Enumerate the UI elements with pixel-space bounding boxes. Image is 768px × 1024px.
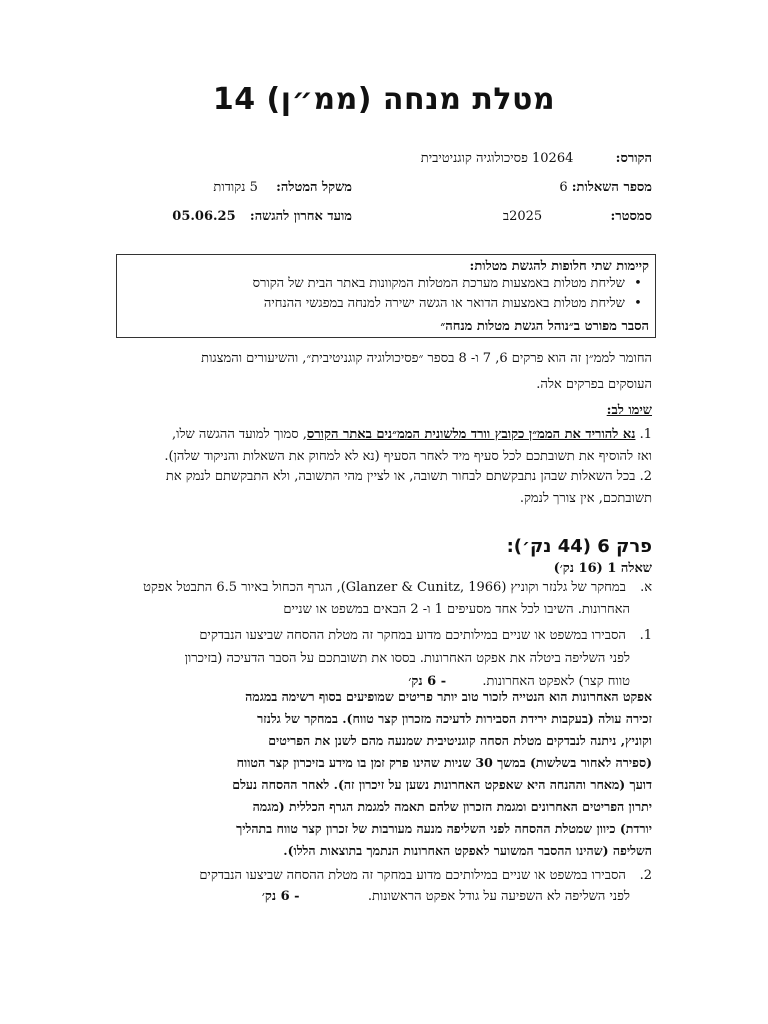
course-label: הקורס:	[615, 151, 652, 166]
sub-question-2-text-end: לפני השליפה לא השפיעה על גודל אפקט הראשונות.	[367, 889, 630, 904]
weight-label: משקל המטלה:	[276, 180, 352, 195]
sub-question-1-line-2: לפני השליפה ביטלה את אפקט האחרונות. בססו את תשובתכם על הסבר הדעיכה (בזיכרון	[184, 651, 630, 666]
submission-option-2	[264, 295, 647, 311]
sub-question-1-text-end: טווח קצר) לאפקט האחרונות.	[482, 674, 630, 689]
bullet-icon: •	[634, 276, 642, 291]
submission-option-text: שליחת מטלות באמצעות הדואר או הגשה ישירה למנחה במפגשי ההנחיה	[263, 296, 625, 311]
sub-question-1-points: - 6 נק׳	[408, 674, 447, 689]
deadline-label: מועד אחרון להגשה:	[249, 209, 352, 224]
notice-item-1-line-2: ואז להוסיף את תשובתכם לכל סעיף מיד לאחר הסעיף (נא לא למחוק את השאלות והניקוד שלהן).	[164, 449, 652, 464]
semester-value: 2025ב	[502, 209, 543, 224]
answer-line: יתרון הפריטים האחרונים ומגמת הזכרון שלהם תאמה למגמת הגרף הכללית (מגמה	[252, 799, 652, 814]
answer-line: השליפה (שהינו ההסבר המשוער לאפקט האחרונות הנתמך בתוצאות הללו).	[283, 843, 652, 858]
course-value: 10264 פסיכולוגיה קוגניטיבית	[420, 151, 574, 166]
submission-heading: קיימות שתי חלופות להגשת מטלות:	[469, 259, 649, 274]
submission-info-box	[116, 254, 656, 338]
answer-line: יורדת) כיוון שמטלת ההסחה לפני השליפה מנעה מעורבות של זכרון קצר טווח בתהליך	[236, 821, 652, 836]
intro-line-1: החומר לממ״ן זה הוא פרקים 6, 7 ו- 8 בספר ״פסיכולוגיה קוגניטיבית״, והשיעורים והמצגות	[201, 351, 652, 366]
part-a-letter: א.	[640, 580, 652, 595]
notice-label: שימו לב:	[606, 403, 652, 418]
deadline-value: 05.06.25	[172, 209, 236, 224]
course-row	[421, 150, 652, 166]
questions-row	[559, 179, 652, 195]
notice-item-2-line-2: תשובתכם, אין צורך לנמק.	[519, 491, 652, 506]
sub-question-1-text: הסבירו במשפט או שניים במילותיכם מדוע במחקר זה מטלת ההסחה שביצעו הנבדקים	[199, 628, 626, 643]
sub-question-1-line-1	[199, 627, 652, 643]
sub-question-1-number: 1.	[639, 628, 652, 643]
answer-line: זכירה עולה (בעקבות ירידת הסבירות לדעיכה מזכרון קצר טווח). במחקר של גלנזר	[257, 711, 652, 726]
questions-value: 6	[559, 180, 568, 195]
sub-question-2-line-1	[199, 867, 652, 883]
notice-item-2-text: בכל השאלות שבהן נתבקשתם לבחור תשובה, או לציין מהי התשובה, ולא התבקשתם לנמק את	[165, 469, 636, 484]
deadline-row	[172, 208, 352, 224]
notice-item-1	[172, 426, 652, 442]
bullet-icon: •	[634, 296, 642, 311]
sub-question-2-line-2	[262, 888, 630, 904]
weight-row	[213, 179, 352, 195]
chapter-heading: פרק 6 (44 נק׳):	[506, 536, 652, 557]
semester-label: סמסטר:	[610, 209, 652, 224]
part-a-text: במחקר של גלנזר וקוניץ (Glanzer & Cunitz, 1966), הגרף הכחול באיור 6.5 התבטל אפקט	[143, 580, 626, 595]
answer-line: אפקט האחרונות הוא הנטייה לזכור טוב יותר פריטים שמופיעים בסוף רשימה במגמה	[245, 689, 652, 704]
notice-item-1-rest: , סמוך למועד ההגשה שלו,	[172, 427, 307, 442]
intro-line-2: העוסקים בפרקים אלה.	[536, 377, 652, 392]
submission-option-text: שליחת מטלות באמצעות מערכת המטלות המקוונות באתר הבית של הקורס	[252, 276, 625, 291]
part-a-line-1	[143, 579, 652, 595]
submission-option-1	[253, 275, 647, 291]
part-a-line-2: האחרונות. השיבו לכל אחד מסעיפים 1 ו- 2 הבאים במשפט או שניים	[283, 602, 630, 617]
notice-item-1-emphasis: נא להוריד את הממ״ן כקובץ וורד מלשונית הממ״נים באתר הקורס	[306, 427, 636, 442]
answer-line: וקוניץ, ניתנה לנבדקים מטלת הסחה קוגניטיבית שמנעה מהם לשנן את הפריטים	[268, 733, 652, 748]
answer-line: (ספירה לאחור בשלשות) במשך 30 שניות שהינו פרק זמן בו מידע בזיכרון קצר הטווח	[236, 755, 652, 770]
answer-line: דועך (מאחר וההנחה היא שאפקט האחרונות נשען על זיכרון זה). לאחר ההסחה נעלם	[232, 777, 652, 792]
weight-value: 5 נקודות	[213, 180, 258, 195]
question-label: שאלה 1 (16 נק׳)	[553, 561, 652, 576]
notice-item-2	[166, 468, 652, 484]
sub-question-2-text: הסבירו במשפט או שניים במילותיכם מדוע במחקר זה מטלת ההסחה שביצעו הנבדקים	[199, 868, 626, 883]
submission-footer: הסבר מפורט ב״נוהל הגשת מטלות מנחה״	[440, 319, 649, 334]
semester-row	[503, 208, 652, 224]
page-title: מטלת מנחה (ממ״ן) 14	[212, 82, 556, 117]
notice-item-2-number: 2.	[639, 469, 652, 484]
sub-question-2-number: 2.	[639, 868, 652, 883]
sub-question-2-points: - 6 נק׳	[261, 889, 300, 904]
questions-label: מספר השאלות:	[571, 180, 652, 195]
notice-item-1-number: 1.	[639, 427, 652, 442]
